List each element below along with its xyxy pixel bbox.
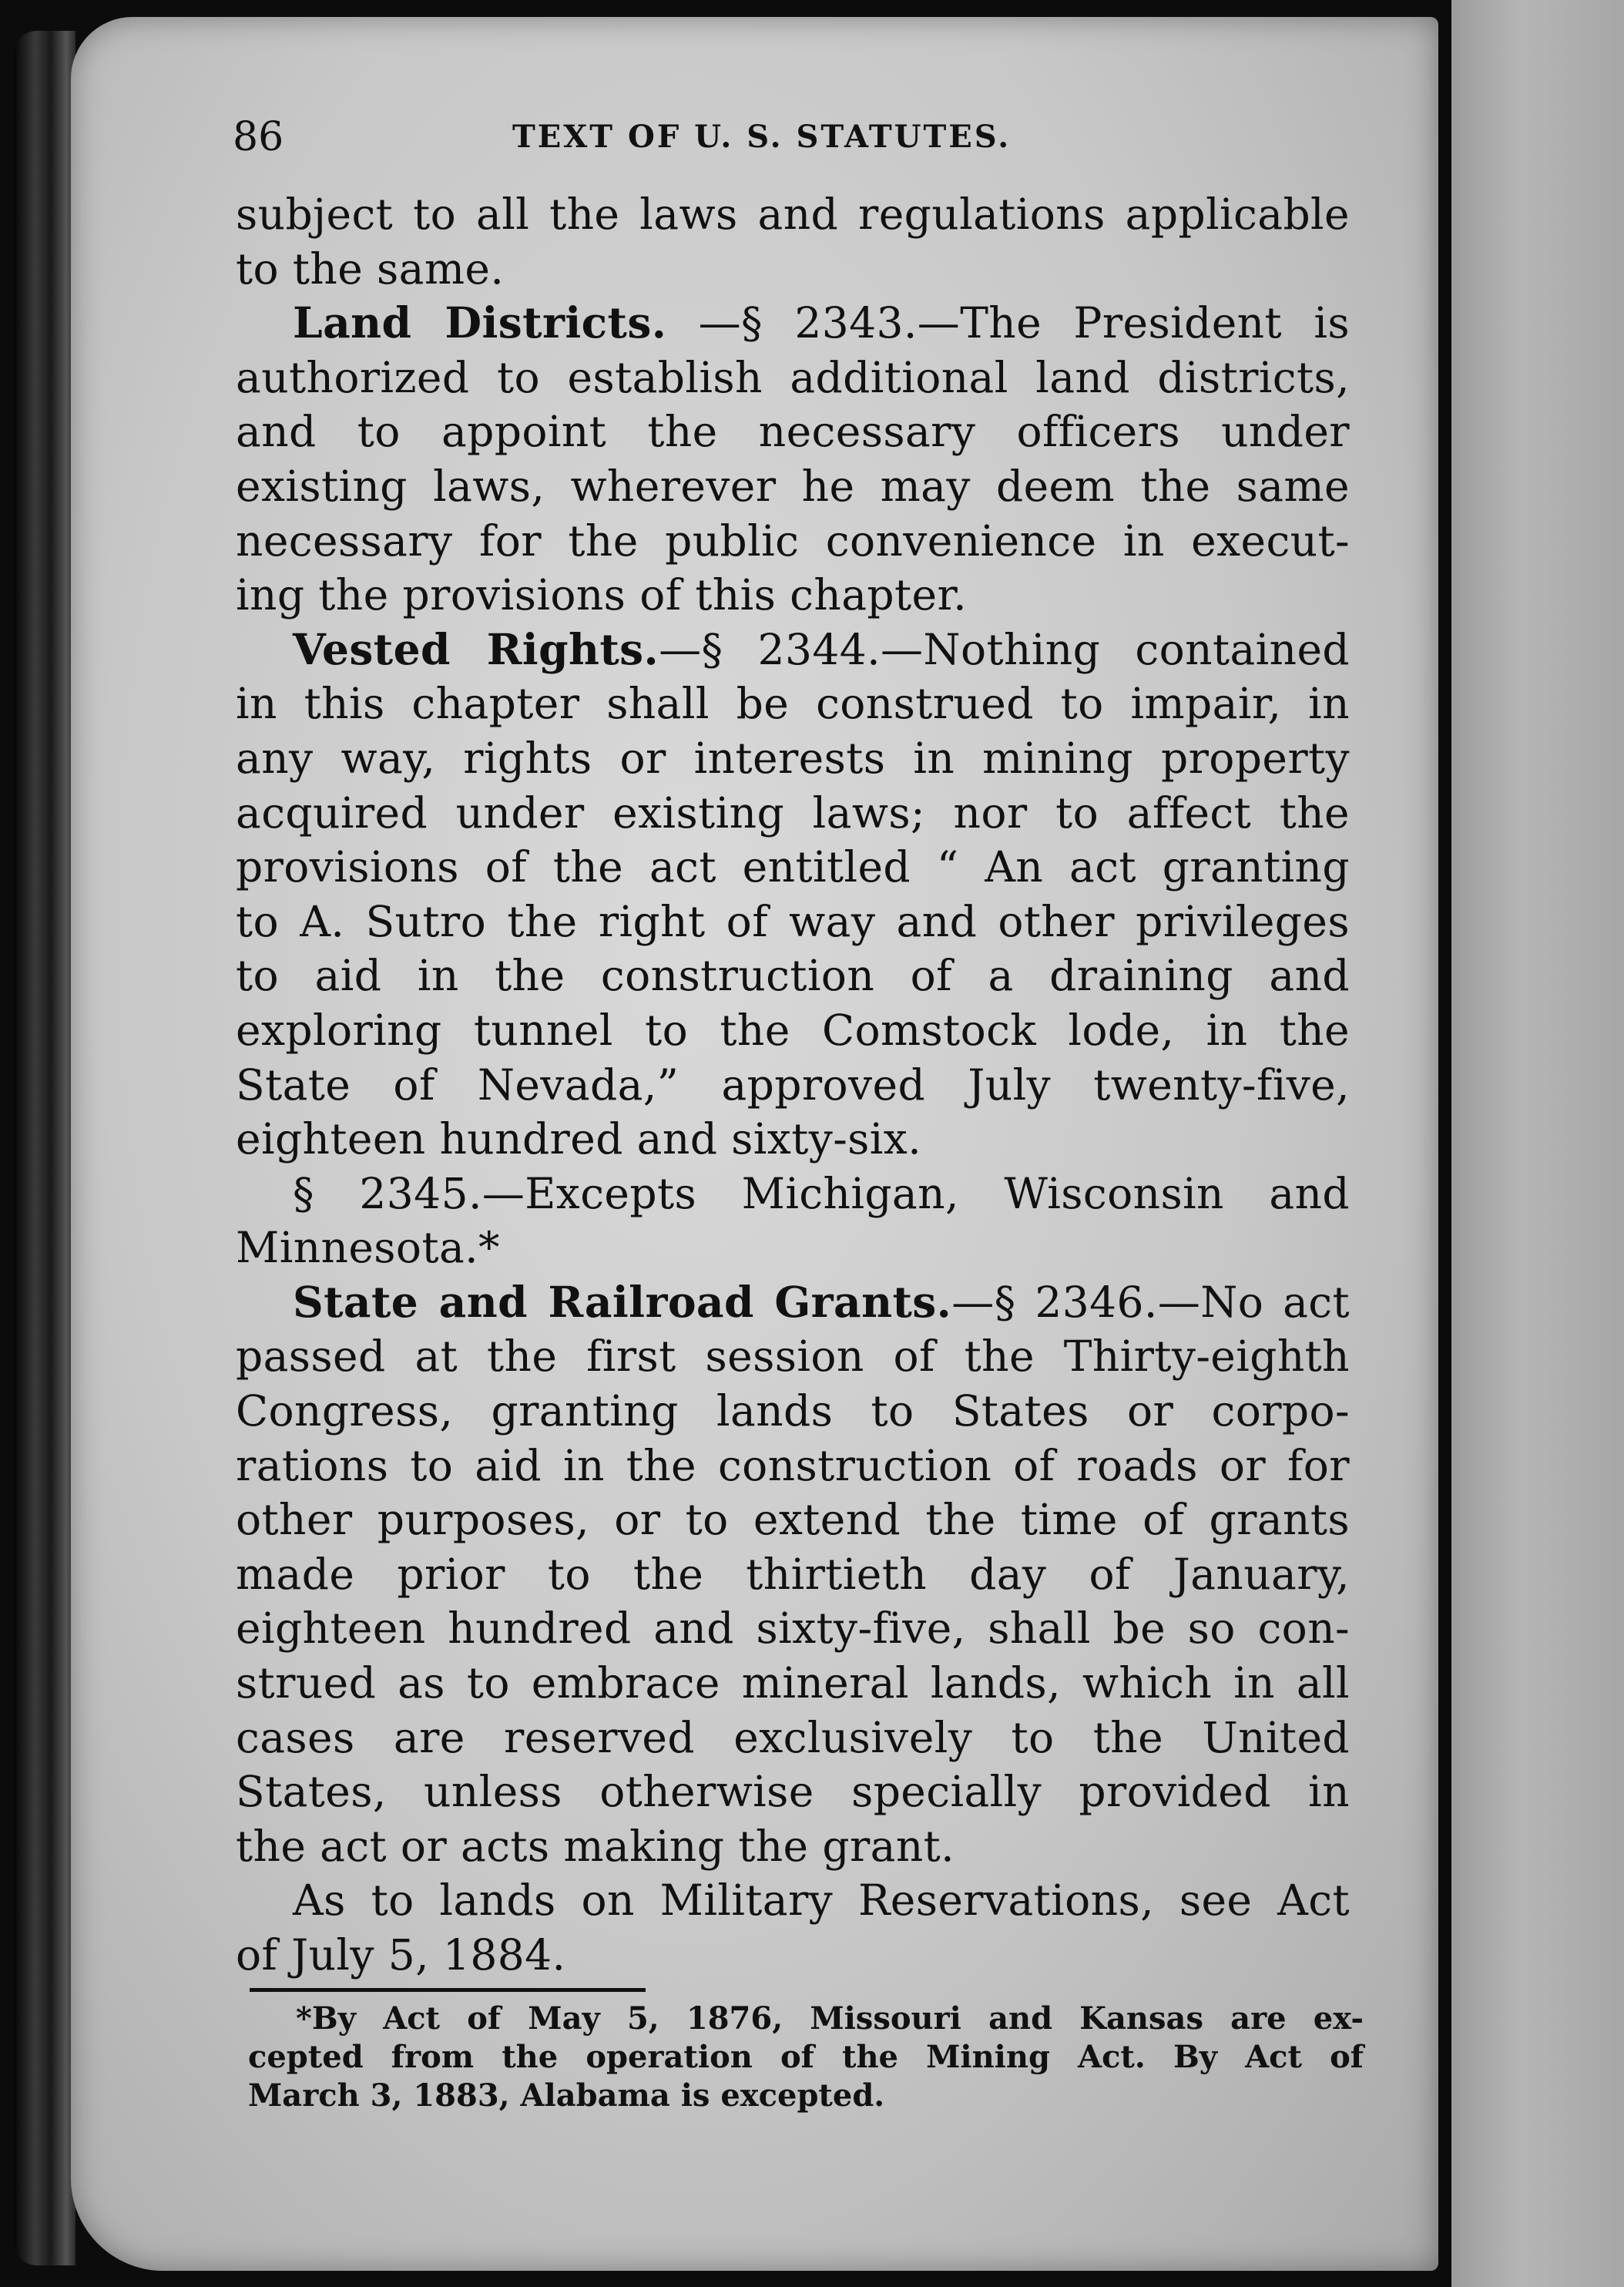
body-line: No act: [1200, 1277, 1350, 1327]
section-ref: —§ 2343.—: [698, 298, 961, 348]
footnote: [248, 2000, 1364, 2115]
section-heading: Vested Rights.: [293, 623, 659, 674]
body-line: other purposes, or to extend the time of grants: [236, 1495, 1350, 1545]
body-line: eighteen hundred and sixty-six.: [236, 1114, 922, 1164]
book-binding: [14, 31, 75, 2265]
body-line: rations to aid in the construction of roads or for: [236, 1440, 1350, 1490]
body-line: the act or acts making the grant.: [236, 1821, 955, 1871]
body-line: States, unless otherwise specially provided in: [236, 1767, 1350, 1817]
body-line: Congress, granting lands to States or corpo-: [236, 1386, 1350, 1436]
footnote-line: March 3, 1883, Alabama is excepted.: [248, 2077, 885, 2114]
body-line: exploring tunnel to the Comstock lode, in the: [236, 1005, 1350, 1055]
body-line: existing laws, wherever he may deem the same: [236, 461, 1350, 511]
body-line: and to appoint the necessary officers under: [236, 407, 1350, 457]
section-land-districts-first-line: [236, 296, 1350, 351]
body-line: to the same.: [236, 243, 505, 294]
section-state-railroad-first-line: [236, 1275, 1350, 1330]
body-line: passed at the first session of the Thirty-eighth: [236, 1332, 1350, 1382]
body-line: provisions of the act entitled “ An act granting: [236, 842, 1350, 892]
body-line: in this chapter shall be construed to impair, in: [236, 679, 1350, 729]
body-line: to aid in the construction of a draining and: [236, 951, 1350, 1001]
body-line: to A. Sutro the right of way and other privileges: [236, 896, 1350, 946]
body-line: strued as to embrace mineral lands, which in all: [236, 1658, 1350, 1708]
body-line: ing the provisions of this chapter.: [236, 570, 967, 620]
section-ref: —§ 2344.—: [659, 624, 924, 674]
footnote-line: *By Act of May 5, 1876, Missouri and Kansas are ex-: [296, 2000, 1364, 2037]
body-line: subject to all the laws and regulations applicable: [236, 190, 1350, 239]
page-gutter: [1439, 0, 1451, 2287]
body-line: As to lands on Military Reservations, see Act: [293, 1876, 1350, 1926]
footnote-line: cepted from the operation of the Mining Act. By Act of: [248, 2039, 1364, 2075]
body-line: made prior to the thirtieth day of January,: [236, 1549, 1350, 1599]
section-ref: —§ 2346.—: [951, 1277, 1201, 1327]
body-line: The President is: [960, 298, 1350, 348]
section-heading: Land Districts.: [293, 297, 667, 348]
footnote-rule: [250, 1988, 646, 1992]
body-line: eighteen hundred and sixty-five, shall be so con-: [236, 1604, 1350, 1654]
body-line: State of Nevada,” approved July twenty-five,: [236, 1060, 1350, 1110]
page-body: [236, 187, 1350, 1983]
body-line: of July 5, 1884.: [236, 1930, 566, 1980]
body-line: necessary for the public convenience in execut-: [236, 515, 1350, 566]
body-line: acquired under existing laws; nor to affect the: [236, 788, 1350, 838]
page-number: 86: [233, 114, 284, 160]
section-vested-rights-first-line: [236, 623, 1350, 677]
adjacent-page-edge: [1451, 0, 1624, 2287]
body-line: Nothing contained: [923, 624, 1350, 674]
body-line: § 2345.—Excepts Michigan, Wisconsin and: [293, 1168, 1350, 1218]
body-line: Minnesota.*: [236, 1223, 500, 1273]
running-head: TEXT OF U. S. STATUTES.: [512, 119, 1012, 155]
body-line: authorized to establish additional land districts,: [236, 352, 1350, 402]
section-heading: State and Railroad Grants.: [293, 1276, 952, 1327]
body-line: any way, rights or interests in mining property: [236, 733, 1350, 783]
body-line: cases are reserved exclusively to the United: [236, 1712, 1350, 1762]
